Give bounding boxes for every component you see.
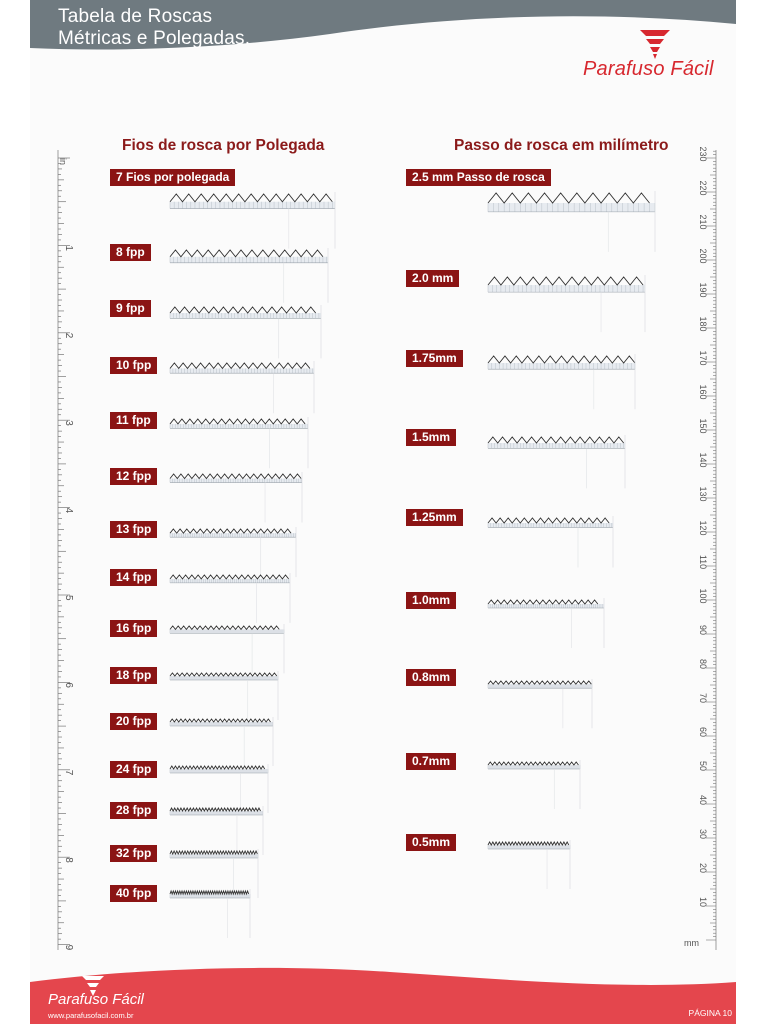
mm-ruler-label: 60	[698, 726, 708, 738]
mm-ruler-label: 40	[698, 794, 708, 806]
inch-ruler-label: 6	[63, 682, 74, 688]
inch-ruler-label: 8	[63, 857, 74, 863]
thread-profile	[488, 277, 643, 285]
footer-url[interactable]: www.parafusofacil.com.br	[48, 1011, 134, 1020]
label-40-tpi: 40 fpp	[110, 885, 157, 902]
mm-ruler-label: 190	[698, 282, 708, 298]
thread-sample-0-8-mm	[488, 679, 592, 728]
thread-profile	[488, 518, 609, 523]
thread-body	[170, 533, 296, 537]
thread-body	[170, 257, 328, 263]
page-title-line2: Métricas e Polegadas.	[58, 28, 251, 49]
thread-profile	[488, 762, 578, 765]
thread-profile	[170, 529, 291, 533]
thread-profile	[170, 575, 289, 579]
label-20-tpi: 20 fpp	[110, 713, 157, 730]
mm-ruler-label: 140	[698, 452, 708, 468]
label-14-tpi: 14 fpp	[110, 569, 157, 586]
label-1-25-mm: 1.25mm	[406, 509, 463, 526]
thread-profile	[170, 474, 301, 479]
page-title-line1: Tabela de Roscas	[58, 6, 213, 27]
thread-profile	[170, 307, 316, 313]
thread-profile	[488, 681, 591, 684]
label-0-5-mm: 0.5mm	[406, 834, 456, 851]
mm-ruler-label: 130	[698, 486, 708, 502]
label-7-tpi: 7 Fios por polegada	[110, 169, 235, 186]
mm-ruler-label: 170	[698, 350, 708, 366]
thread-profile	[170, 419, 305, 424]
thread-sample-1-5-mm	[488, 435, 625, 488]
label-1-0-mm: 1.0mm	[406, 592, 456, 609]
mm-ruler-label: 180	[698, 316, 708, 332]
mm-ruler-label: 90	[698, 624, 708, 636]
label-2-0-mm: 2.0 mm	[406, 270, 459, 287]
thread-body	[170, 479, 302, 483]
mm-ruler-label: 160	[698, 384, 708, 400]
thread-profile	[170, 719, 271, 722]
footer-brand: Parafuso Fácil	[48, 991, 144, 1008]
right-column-title: Passo de rosca em milímetro	[454, 137, 669, 154]
brand-logo: Parafuso Fácil	[583, 58, 714, 80]
mm-ruler-label: 220	[698, 180, 708, 196]
mm-ruler-label: 10	[698, 896, 708, 908]
thread-sample-12-tpi	[170, 472, 302, 523]
thread-profile	[170, 194, 332, 202]
label-28-tpi: 28 fpp	[110, 802, 157, 819]
thread-profile	[488, 356, 635, 363]
thread-sample-1-75-mm	[488, 354, 635, 409]
mm-ruler-label: 120	[698, 520, 708, 536]
thread-profile	[488, 437, 624, 443]
mm-ruler-label: 70	[698, 692, 708, 704]
inch-ruler-label: 4	[63, 507, 74, 514]
thread-sample-14-tpi	[170, 573, 290, 623]
thread-profile	[170, 250, 323, 257]
mm-ruler-label: 20	[698, 862, 708, 874]
mm-ruler-label: 210	[698, 214, 708, 230]
mm-ruler-label: 230	[698, 146, 708, 162]
thread-sample-0-7-mm	[488, 760, 580, 809]
thread-profile	[488, 600, 598, 604]
label-32-tpi: 32 fpp	[110, 845, 157, 862]
thread-sample-8-tpi	[170, 248, 328, 303]
inch-ruler-label: 9	[63, 944, 74, 951]
mm-ruler-label: 110	[698, 554, 708, 570]
thread-sample-18-tpi	[170, 671, 278, 720]
label-24-tpi: 24 fpp	[110, 761, 157, 778]
thread-sample-24-tpi	[170, 764, 268, 813]
thread-sample-32-tpi	[170, 849, 258, 898]
label-16-tpi: 16 fpp	[110, 620, 157, 637]
thread-sample-2-5-mm	[488, 191, 655, 252]
mm-ruler-unit: mm	[684, 938, 699, 948]
thread-sample-11-tpi	[170, 417, 308, 468]
label-9-tpi: 9 fpp	[110, 300, 151, 317]
left-column-title: Fios de rosca por Polegada	[122, 137, 325, 154]
label-0-8-mm: 0.8mm	[406, 669, 456, 686]
thread-sample-28-tpi	[170, 806, 263, 855]
label-2-5-mm: 2.5 mm Passo de rosca	[406, 169, 551, 186]
thread-sample-9-tpi	[170, 305, 321, 358]
label-8-tpi: 8 fpp	[110, 244, 151, 261]
mm-ruler-label: 200	[698, 248, 708, 264]
thread-body	[488, 845, 570, 849]
thread-body	[170, 722, 273, 726]
label-1-75-mm: 1.75mm	[406, 350, 463, 367]
inch-ruler-label: 2	[63, 332, 74, 339]
label-11-tpi: 11 fpp	[110, 412, 157, 429]
thread-profile	[170, 673, 277, 676]
label-0-7-mm: 0.7mm	[406, 753, 456, 770]
inch-ruler-label: 1	[63, 245, 74, 251]
mm-ruler-label: 150	[698, 418, 708, 434]
label-13-tpi: 13 fpp	[110, 521, 157, 538]
thread-sample-2-mm	[488, 275, 645, 332]
thread-profile	[170, 363, 310, 368]
label-1-5-mm: 1.5mm	[406, 429, 456, 446]
thread-profile	[170, 808, 261, 811]
thread-sample-1-25-mm	[488, 516, 613, 567]
thread-profile	[170, 891, 249, 894]
thread-profile	[488, 193, 650, 203]
thread-sample-1-mm	[488, 598, 604, 648]
mm-ruler-label: 100	[698, 588, 708, 604]
thread-sample-20-tpi	[170, 717, 273, 766]
mm-ruler-label: 80	[698, 658, 708, 670]
mm-ruler-label: 50	[698, 760, 708, 772]
mm-ruler-label: 30	[698, 828, 708, 840]
thread-sample-13-tpi	[170, 527, 296, 577]
thread-profile	[488, 842, 569, 845]
thread-sample-0-5-mm	[488, 840, 570, 889]
thread-sample-40-tpi	[170, 889, 250, 938]
label-10-tpi: 10 fpp	[110, 357, 157, 374]
inch-ruler-label: 7	[63, 769, 74, 776]
thread-body	[170, 629, 284, 633]
thread-sample-7-tpi	[170, 192, 335, 249]
label-12-tpi: 12 fpp	[110, 468, 157, 485]
inch-ruler-label: 3	[63, 420, 74, 426]
thread-sample-16-tpi	[170, 624, 284, 673]
label-18-tpi: 18 fpp	[110, 667, 157, 684]
page-number: PÁGINA 10	[688, 1008, 732, 1018]
thread-sample-10-tpi	[170, 361, 314, 413]
thread-profile	[170, 766, 265, 769]
thread-profile	[170, 851, 257, 854]
inch-ruler-unit: in	[58, 158, 68, 166]
thread-body	[488, 363, 635, 369]
thread-body	[488, 203, 655, 212]
inch-ruler-label: 5	[63, 595, 74, 601]
thread-profile	[170, 626, 279, 629]
